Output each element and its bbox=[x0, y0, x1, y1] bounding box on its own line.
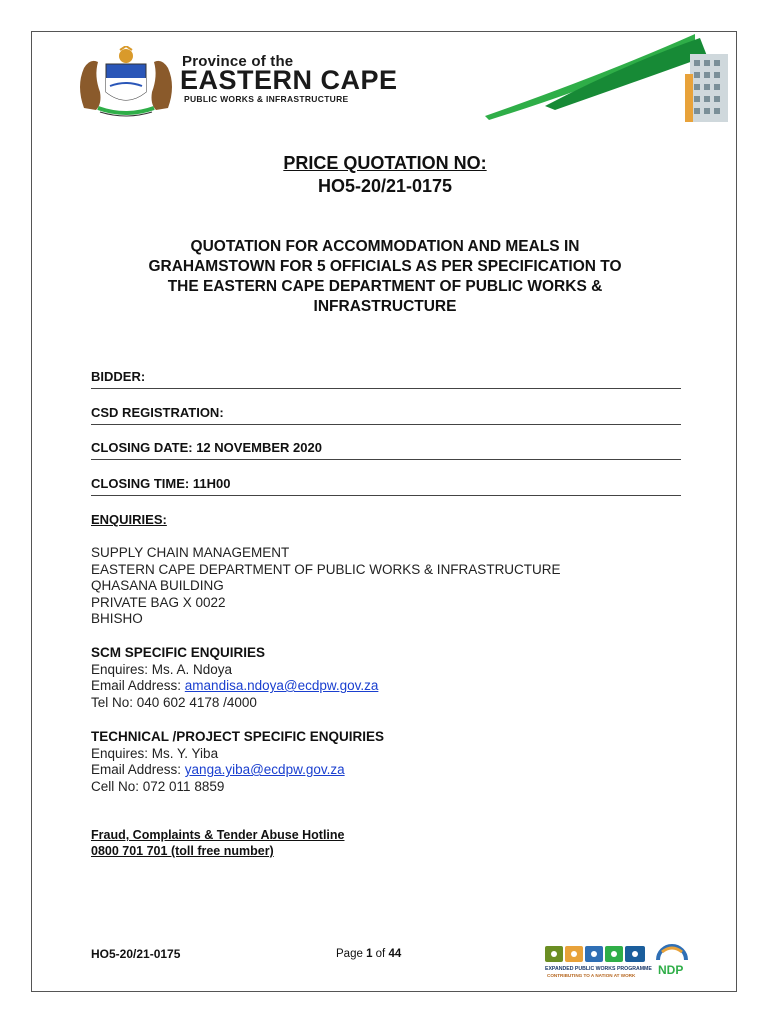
epwp-tagline: CONTRIBUTING TO A NATION AT WORK bbox=[547, 973, 636, 978]
ndp-label: NDP bbox=[658, 963, 684, 977]
quotation-title: PRICE QUOTATION NO: bbox=[283, 153, 487, 173]
department-name: PUBLIC WORKS & INFRASTRUCTURE bbox=[184, 94, 349, 104]
subject-line: THE EASTERN CAPE DEPARTMENT OF PUBLIC WORKS & bbox=[167, 278, 603, 295]
hotline-title: Fraud, Complaints & Tender Abuse Hotline bbox=[91, 828, 345, 842]
ndp-logo-icon bbox=[654, 942, 690, 978]
scm-contact: Enquires: Ms. A. Ndoya bbox=[91, 661, 233, 677]
subject-line: QUOTATION FOR ACCOMMODATION AND MEALS IN bbox=[190, 238, 580, 255]
csd-registration-field: CSD REGISTRATION: bbox=[91, 405, 681, 425]
address-line: EASTERN CAPE DEPARTMENT OF PUBLIC WORKS & INFRASTRUCTURE bbox=[91, 561, 561, 577]
quotation-number: HO5-20/21-0175 bbox=[317, 176, 453, 196]
scm-phone: Tel No: 040 602 4178 /4000 bbox=[91, 694, 257, 710]
technical-email-row bbox=[91, 762, 384, 779]
address-line: PRIVATE BAG X 0022 bbox=[91, 594, 226, 610]
technical-contact: Enquires: Ms. Y. Yiba bbox=[91, 745, 219, 761]
quotation-subject bbox=[95, 237, 675, 317]
email-label: Email Address: bbox=[91, 762, 185, 777]
page-of: of bbox=[372, 948, 389, 960]
bidder-field: BIDDER: bbox=[91, 369, 681, 389]
address-line: QHASANA BUILDING bbox=[91, 578, 224, 593]
subject-line: INFRASTRUCTURE bbox=[313, 298, 457, 315]
header-swoosh-building-icon bbox=[485, 34, 730, 124]
enquiries-heading: ENQUIRIES: bbox=[91, 512, 167, 527]
address-line: SUPPLY CHAIN MANAGEMENT bbox=[91, 545, 290, 560]
page-prefix: Page bbox=[336, 948, 367, 960]
footer-reference: HO5-20/21-0175 bbox=[91, 947, 181, 961]
epwp-logo-icon bbox=[543, 942, 653, 982]
coat-of-arms-icon bbox=[70, 46, 182, 118]
hotline-number: 0800 701 701 (toll free number) bbox=[91, 844, 274, 858]
address-block bbox=[91, 545, 561, 628]
scm-enquiries-block bbox=[91, 645, 378, 711]
closing-time-field: CLOSING TIME: 11H00 bbox=[91, 476, 681, 496]
fraud-hotline bbox=[91, 827, 345, 859]
scm-email-link[interactable]: amandisa.ndoya@ecdpw.gov.za bbox=[184, 678, 379, 693]
province-name: EASTERN CAPE bbox=[180, 65, 398, 95]
province-line: Province of the bbox=[182, 53, 294, 70]
closing-date-field: CLOSING DATE: 12 NOVEMBER 2020 bbox=[91, 440, 681, 460]
technical-enquiries-block bbox=[91, 729, 384, 795]
epwp-title: EXPANDED PUBLIC WORKS PROGRAMME bbox=[545, 966, 652, 972]
scm-email-row bbox=[91, 678, 378, 695]
page-number bbox=[336, 948, 401, 960]
page-current: 1 bbox=[366, 948, 373, 960]
technical-email-link[interactable]: yanga.yiba@ecdpw.gov.za bbox=[184, 762, 345, 777]
technical-heading: TECHNICAL /PROJECT SPECIFIC ENQUIRIES bbox=[91, 729, 385, 744]
email-label: Email Address: bbox=[91, 678, 185, 693]
address-line: BHISHO bbox=[91, 611, 143, 626]
subject-line: GRAHAMSTOWN FOR 5 OFFICIALS AS PER SPECIFICATION TO bbox=[148, 258, 622, 275]
technical-phone: Cell No: 072 011 8859 bbox=[91, 778, 225, 794]
page-total: 44 bbox=[388, 948, 402, 960]
scm-heading: SCM SPECIFIC ENQUIRIES bbox=[91, 645, 266, 660]
